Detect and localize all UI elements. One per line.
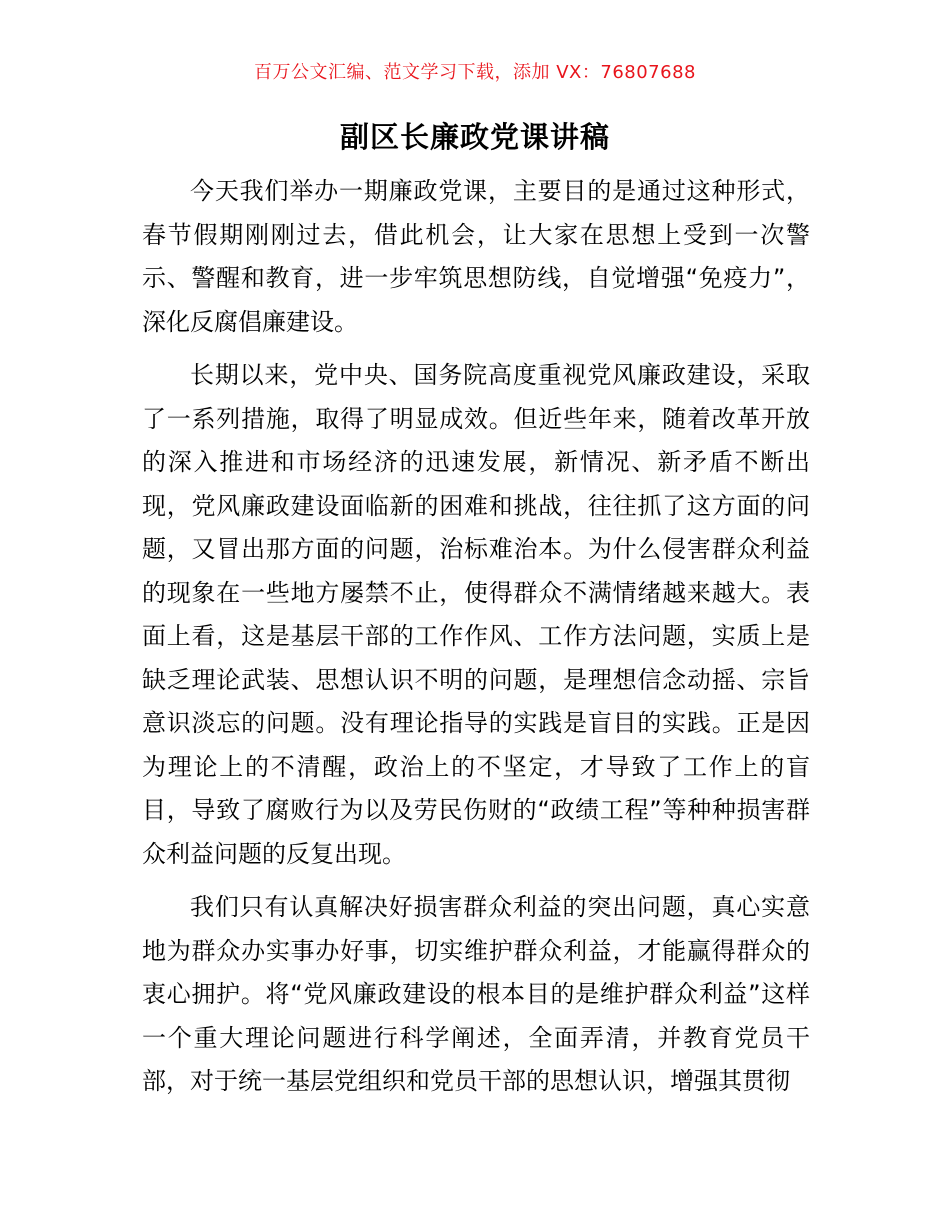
header-watermark-note: 百万公文汇编、范文学习下载，添加 VX：76807688 (254, 62, 696, 83)
document-body (142, 170, 810, 1114)
paragraph-2: 长期以来，党中央、国务院高度重视党风廉政建设，采取了一系列措施，取得了明显成效。但近些年来，随着改革开放的深入推进和市场经济的迅速发展，新情况、新矛盾不断出现，党风廉政建设面临新的困难和挑战，往往抓了这方面的问题，又冒出那方面的问题，治标难治本。为什么侵害群众利益的现象在一些地方屡禁不止，使得群众不满情绪越来越大。表面上看，这是基层干部的工作作风、工作方法问题，实质上是缺乏理论武装、思想认识不明的问题，是理想信念动摇、宗旨意识淡忘的问题。没有理论指导的实践是盲目的实践。正是因为理论上的不清醒，政治上的不坚定，才导致了工作上的盲目，导致了腐败行为以及劳民伤财的“政绩工程”等种种损害群众利益问题的反复出现。 (142, 361, 810, 868)
document-title: 副区长廉政党课讲稿 (339, 120, 610, 154)
paragraph-3: 我们只有认真解决好损害群众利益的突出问题，真心实意地为群众办实事办好事，切实维护群众利益，才能赢得群众的衷心拥护。将“党风廉政建设的根本目的是维护群众利益”这样一个重大理论问题进行科学阐述，全面弄清，并教育党员干部，对于统一基层党组织和党员干部的思想认识，增强其贯彻 (142, 893, 810, 1095)
paragraph-1: 今天我们举办一期廉政党课，主要目的是通过这种形式，春节假期刚刚过去，借此机会，让大家在思想上受到一次警示、警醒和教育，进一步牢筑思想防线，自觉增强“免疫力”，深化反腐倡廉建设。 (142, 177, 810, 336)
